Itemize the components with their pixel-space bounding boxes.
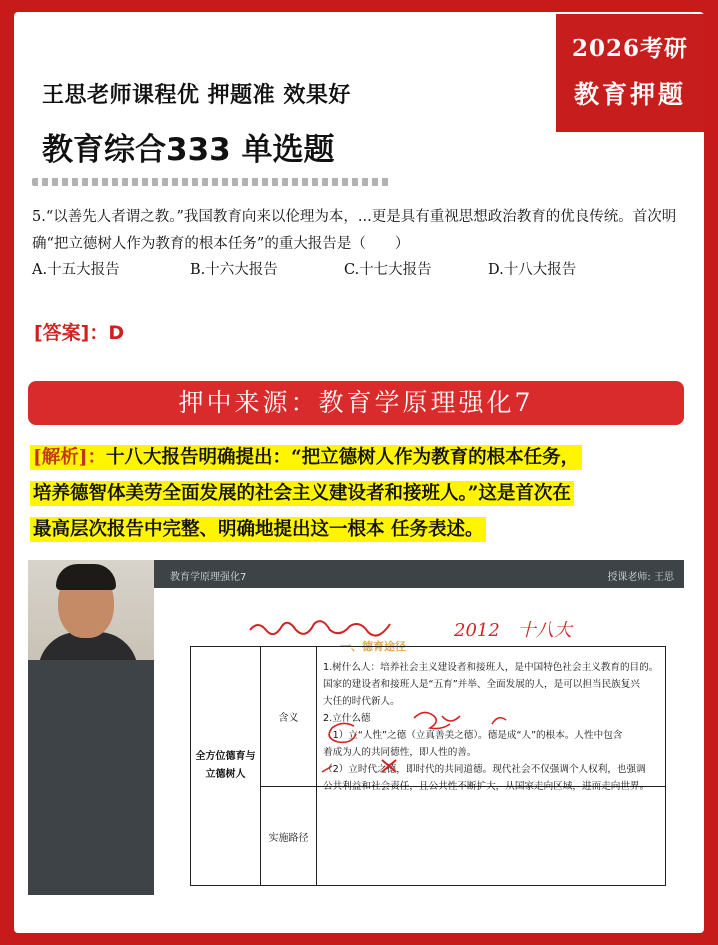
answer-label: [答案]：D (34, 322, 125, 344)
table-row-header: 全方位德育与立德树人 (191, 647, 261, 885)
content-line: 国家的建设者和接班人是“五育”并举、全面发展的人，是可以担当民族复兴 (323, 679, 640, 690)
handwriting-annotations (154, 588, 684, 895)
video-top-bar (154, 560, 684, 588)
option-d: D.十八大报告 (488, 262, 577, 278)
lecture-title: 教育学原理强化7 (170, 572, 247, 583)
content-line: 公共利益和社会责任，且公共性不断扩大，从国家走向区域，进而走向世界。 (323, 781, 650, 792)
page-title: 教育综合333 单选题 (42, 132, 335, 168)
analysis-tag: [解析]： (33, 447, 107, 468)
analysis-line-3: 最高层次报告中完整、明确地提出这一根本 任务表述。 (30, 517, 486, 542)
video-side-panel (28, 660, 154, 895)
content-line: 1.树什么人：培养社会主义建设者和接班人，是中国特色社会主义教育的目的。 (323, 662, 659, 673)
question-box (28, 178, 688, 290)
content-line: 着成为人的共同德性，即人性的善。 (323, 747, 477, 758)
slogan-heading: 王思老师课程优 押题准 效果好 (42, 83, 351, 108)
source-banner: 押中来源：教育学原理强化7 (28, 381, 684, 425)
slide-section-title: 一、德育途径 (340, 640, 406, 653)
option-b: B.十六大报告 (190, 262, 278, 278)
teacher-webcam (28, 560, 154, 660)
exam-badge (556, 14, 704, 132)
cropped-text-line (32, 178, 392, 186)
content-line: 大任的时代新人。 (323, 696, 400, 707)
lecture-slide (154, 588, 684, 895)
analysis-text (30, 440, 690, 548)
table-cell-path: 实施路径 (261, 787, 317, 885)
content-line: （2）立时代之德，即时代的共同道德。现代社会不仅强调个人权利，也强调 (323, 764, 646, 775)
table-cell-meaning: 含义 (261, 647, 317, 787)
option-c: C.十七大报告 (344, 262, 432, 278)
content-line: 2.立什么德 (323, 713, 371, 724)
lecture-video-frame[interactable] (28, 560, 684, 895)
question-text: 5.“以善先人者谓之教。”我国教育向来以伦理为本，...更是具有重视思想政治教育的优良传统。首次明确“把立德树人作为教育的根本任务”的重大报告是（ ） (32, 209, 677, 252)
teacher-name: 授课老师: 王思 (607, 572, 674, 583)
option-a: A.十五大报告 (32, 262, 120, 278)
analysis-line-2: 培养德智体美劳全面发展的社会主义建设者和接班人。”这是首次在 (30, 481, 574, 506)
content-line: （1）立“人性”之德（立真善美之德）。德是成“人”的根本。人性中包含 (323, 730, 623, 741)
handwritten-note: 2012 十八大 (454, 620, 572, 641)
badge-subject: 教育押题 (573, 80, 686, 109)
analysis-line-1: [解析]：十八大报告明确提出：“把立德树人作为教育的根本任务， (30, 445, 582, 470)
badge-year: 2026考研 (571, 35, 688, 62)
